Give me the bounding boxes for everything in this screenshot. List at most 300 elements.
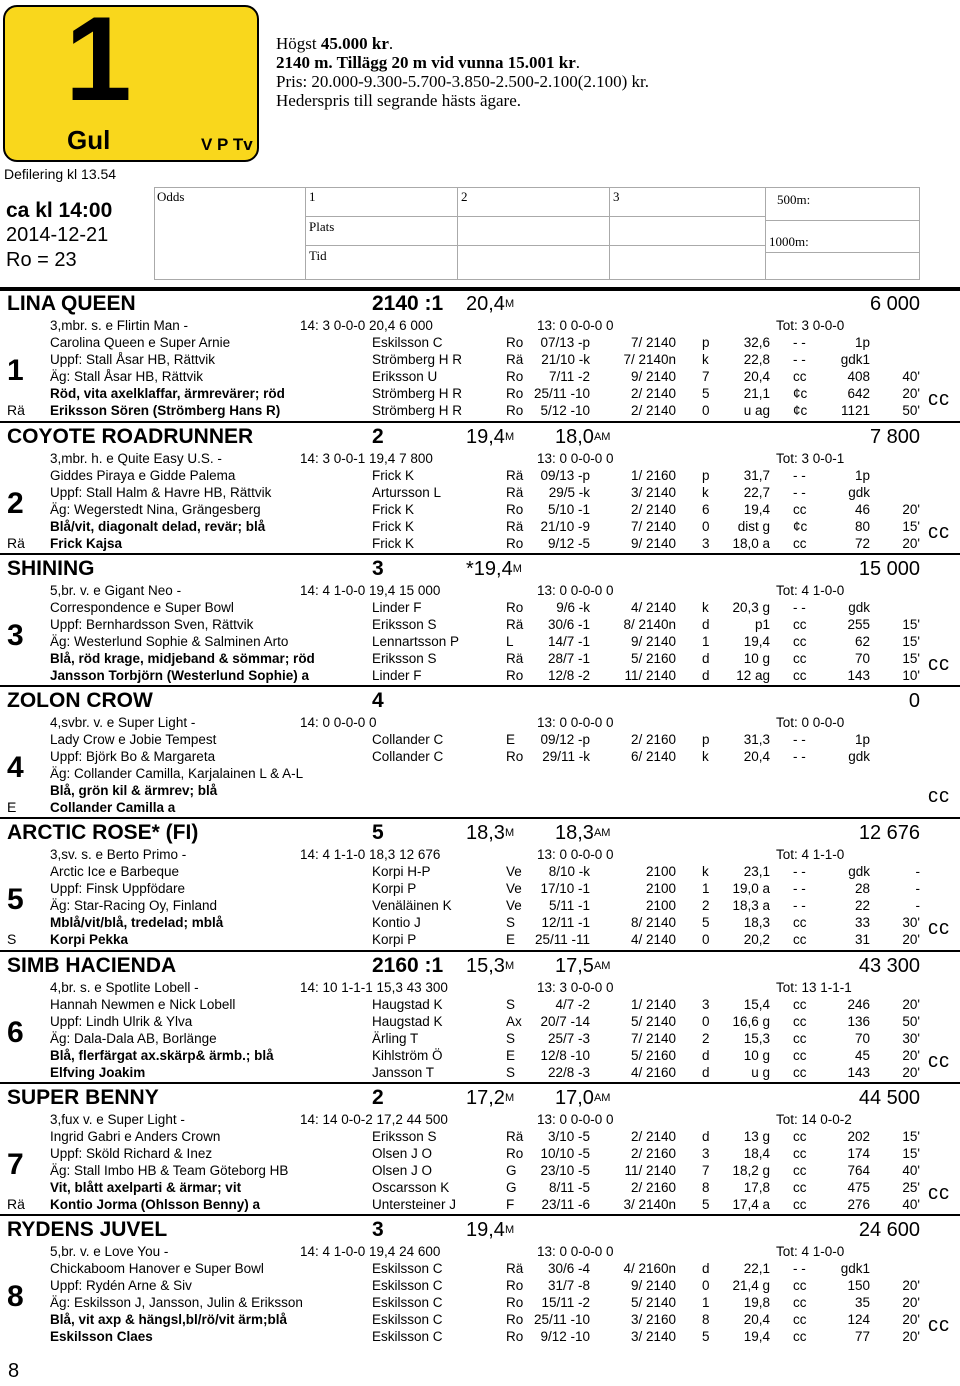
row-cell: E [506,1048,516,1063]
horse-row [0,1243,960,1260]
row-cell: Rä [506,519,524,534]
row-cell: 5/11 -1 [548,898,590,913]
row-cell: 20' [902,1312,920,1327]
row-cell: 2/ 2160 [630,732,676,747]
horse-row [0,782,960,799]
row-cell: Ro [506,668,524,683]
row-cell: 5 [702,915,710,930]
row-cell: 143 [847,668,870,683]
row-cell: gdk [848,864,870,879]
horse-row [0,450,960,467]
row-cell: Eriksson S [372,1129,437,1144]
row-cell: 19,0 a [732,881,770,896]
row-cell: 1p [854,335,870,350]
row-cell: 7/ 2140 [630,335,676,350]
row-cell: 8/11 -5 [548,1180,590,1195]
horse-row [0,846,960,863]
row-cell: 15' [902,617,920,632]
horse-row [0,1294,960,1311]
row-cell: 3,sv. s. e Berto Primo - [50,847,187,862]
row-cell: Collander C [372,749,444,764]
horse-row [0,535,960,552]
row-cell: Rä [506,1261,524,1276]
row-cell: 70 [854,651,870,666]
row-cell: 18,3 a [732,898,770,913]
row-cell: cc [793,1278,807,1293]
row-cell: cc [793,502,807,517]
horse-record: $*19,4^M$ [466,558,522,580]
row-cell: Lennartsson P [372,634,460,649]
horse-row [0,1311,960,1328]
track-condition: Ro = 23 [6,249,77,271]
row-cell: 3 [702,536,710,551]
horse-record: $20,4^M$ [466,293,515,315]
race-games: V P Tv [201,135,253,154]
row-cell: Äg: Stall Åsar HB, Rättvik [50,369,204,384]
row-cell: 14: 10 1-1-1 15,3 43 300 [300,980,448,995]
row-cell: Rä [506,617,524,632]
row-cell: Blå, flerfärgat ax.skärp& ärmb.; blå [50,1048,274,1063]
horse-record: $18,3^M$ [466,822,515,844]
horse-row [0,334,960,351]
row-cell: Eskilsson C [372,1261,443,1276]
horse-record: $15,3^M$ [466,955,515,977]
row-cell: Äg: Westerlund Sophie & Salminen Arto [50,634,289,649]
row-cell: Lady Crow e Jobie Tempest [50,732,217,747]
row-cell: 14: 3 0-0-1 19,4 7 800 [300,451,433,466]
row-cell: 20' [902,1295,920,1310]
start-number: 3 [7,619,24,652]
row-cell: 14: 3 0-0-0 20,4 6 000 [300,318,433,333]
row-cell: Ve [506,864,522,879]
row-cell: 15' [902,651,920,666]
row-cell: 23/11 -6 [541,1197,590,1212]
prize-line: Hederspris till segrande hästs ägare. [276,91,521,110]
row-cell: 5 [702,1197,710,1212]
row-cell: Jansson Torbjörn (Westerlund Sophie) a [50,668,310,683]
row-cell: p [702,468,710,483]
row-cell: 22 [854,898,870,913]
row-cell: 10 g [743,1048,770,1063]
row-cell: 21,4 g [732,1278,770,1293]
row-cell: Eskilsson C [372,1329,443,1344]
row-cell: Oscarsson K [372,1180,450,1195]
prize-line: Högst 45.000 kr. [276,34,394,53]
horse-row [0,1328,960,1345]
start-info [6,198,112,273]
horse-separator [0,817,960,819]
horse-earnings: 6 000 [869,293,920,315]
row-cell: cc [793,1031,807,1046]
row-cell: - - [793,881,806,896]
row-cell: Ro [506,600,524,615]
row-cell: 13: 0 0-0-0 0 [537,847,614,862]
row-cell: 11/ 2140 [624,1163,676,1178]
row-cell: Blå/vit, diagonalt delad, revär; blå [50,519,266,534]
row-cell: Olsen J O [372,1146,433,1161]
row-cell: 50' [902,403,920,418]
notes-grid [154,187,920,280]
row-cell: 13: 0 0-0-0 0 [537,451,614,466]
row-cell: 13: 0 0-0-0 0 [537,583,614,598]
row-cell: 33 [854,915,870,930]
row-cell: 7/11 -2 [548,369,590,384]
horse-row [0,599,960,616]
row-cell: 3,fux v. e Super Light - [50,1112,185,1127]
row-cell: Ro [506,1146,524,1161]
row-cell: 20' [902,1278,920,1293]
shoe-icon: cc [928,1050,950,1072]
grid-col-2: 2 [461,189,468,204]
row-cell: 4/ 2160 [630,1065,676,1080]
start-number: 8 [7,1280,24,1313]
horse-name: COYOTE ROADRUNNER [7,425,254,448]
row-cell: Uppf: Stall Åsar HB, Rättvik [50,352,216,367]
row-cell: 276 [847,1197,870,1212]
row-cell: Blå, vit axp & hängsl,bl/rö/vit ärm;blå [50,1312,288,1327]
row-cell: 246 [847,997,870,1012]
row-cell: Venäläinen K [372,898,452,913]
row-cell: d [702,1065,710,1080]
row-cell: 0 [702,1014,710,1029]
row-cell: 13: 0 0-0-0 0 [537,318,614,333]
row-cell: gdk1 [840,1261,870,1276]
row-cell: L [506,634,514,649]
horse-row [0,1162,960,1179]
shoe-icon: cc [928,388,950,410]
row-cell: Frick K [372,519,414,534]
row-cell: 28 [854,881,870,896]
row-cell: Haugstad K [372,997,443,1012]
row-cell: 8 [702,1312,710,1327]
row-cell: Strömberg H R [372,386,463,401]
row-cell: 3/ 2140 [630,1329,676,1344]
page-number: 8 [8,1360,20,1382]
row-cell: - [915,864,920,879]
row-cell: 18,4 [743,1146,770,1161]
horse-row [0,1260,960,1277]
row-cell: cc [793,536,807,551]
row-cell: 17/10 -1 [540,881,590,896]
row-cell: 124 [847,1312,870,1327]
row-cell: Kontio Jorma (Ohlsson Benny) a [50,1197,261,1212]
row-cell: cc [793,617,807,632]
horse-name: SHINING [7,557,95,580]
row-cell: 80 [854,519,870,534]
row-cell: cc [793,1014,807,1029]
row-cell: 1p [854,468,870,483]
row-cell: Rä [506,468,524,483]
row-cell: 475 [847,1180,870,1195]
horse-row [0,731,960,748]
row-cell: 19,4 [743,1329,770,1344]
row-cell: 62 [854,634,870,649]
row-cell: - - [793,485,806,500]
row-cell: d [702,1129,710,1144]
row-cell: 5,br. v. e Love You - [50,1244,169,1259]
row-cell: 12/8 -10 [540,1048,590,1063]
row-cell: d [702,668,710,683]
row-cell: Ax [506,1014,522,1029]
row-cell: 40' [902,1197,920,1212]
row-cell: Uppf: Björk Bo & Margareta [50,749,216,764]
row-cell: Tot: 3 0-0-1 [776,451,845,466]
grid-500m: 500m: [777,192,811,207]
row-cell: cc [793,1295,807,1310]
row-cell: Eriksson Sören (Strömberg Hans R) [50,403,281,418]
horse-name: SIMB HACIENDA [7,954,177,977]
row-cell: Artursson L [372,485,442,500]
horse-row [0,1196,960,1213]
row-cell: Rä [506,1129,524,1144]
row-cell: 1/ 2140 [630,997,676,1012]
row-cell: 22,7 [743,485,770,500]
race-badge [3,0,259,162]
row-cell: 4,svbr. v. e Super Light - [50,715,196,730]
row-cell: gdk1 [840,352,870,367]
row-cell: Eskilsson C [372,1295,443,1310]
horse-row [0,501,960,518]
row-cell: 13: 0 0-0-0 0 [537,1244,614,1259]
row-cell: Ro [506,1278,524,1293]
horse-row [0,385,960,402]
row-cell: 3/10 -5 [547,1129,590,1144]
row-cell: G [506,1180,517,1195]
row-cell: Collander Camilla a [50,800,176,815]
row-cell: 174 [847,1146,870,1161]
row-cell: 1/ 2160 [630,468,676,483]
row-cell: 7/ 2140 [630,519,676,534]
row-cell: cc [793,1048,807,1063]
row-cell: Eriksson S [372,617,437,632]
row-cell: gdk [848,749,870,764]
horse-record-auto: $17,0^{AM}$ [555,1087,611,1109]
row-cell: Frick K [372,502,414,517]
row-cell: u g [751,1065,770,1080]
horse-row [0,518,960,535]
row-cell: 0 [702,1278,710,1293]
shoe-icon: cc [928,1314,950,1336]
horse-row [0,1179,960,1196]
row-cell: 23/10 -5 [540,1163,590,1178]
row-cell: - [915,881,920,896]
row-cell: 13: 0 0-0-0 0 [537,1112,614,1127]
row-cell: 8/ 2140 [630,915,676,930]
row-cell: 20,3 g [732,600,770,615]
row-cell: Korpi H-P [372,864,431,879]
row-cell: 18,3 [743,915,770,930]
row-cell: 25/7 -3 [547,1031,590,1046]
row-cell: Uppf: Lindh Ulrik & Ylva [50,1014,193,1029]
row-cell: - - [793,335,806,350]
horse-distance: 4 [372,689,384,712]
horse-distance: 2160 :1 [372,954,444,977]
row-cell: Äg: Collander Camilla, Karjalainen L & A-L [50,766,304,781]
row-cell: Kihlström Ö [372,1048,443,1063]
row-cell: Strömberg H R [372,352,463,367]
horse-row [0,1145,960,1162]
row-cell: 1121 [840,403,870,418]
row-cell: 9/ 2140 [630,634,676,649]
row-cell: 7/ 2140 [630,1031,676,1046]
row-cell: Haugstad K [372,1014,443,1029]
home-track: E [7,799,17,815]
row-cell: 5 [702,1329,710,1344]
row-cell: cc [793,915,807,930]
horse-name: RYDENS JUVEL [7,1218,168,1241]
row-cell: Uppf: Stall Halm & Havre HB, Rättvik [50,485,272,500]
row-cell: 20' [902,536,920,551]
row-cell: 45 [854,1048,870,1063]
row-cell: 13 g [743,1129,770,1144]
row-cell: Hannah Newmen e Nick Lobell [50,997,236,1012]
horse-name: ZOLON CROW [7,689,153,712]
horse-separator [0,685,960,687]
row-cell: Vit, blått axelparti & ärmar; vit [50,1180,242,1195]
row-cell: d [702,1261,710,1276]
row-cell: Untersteiner J [372,1197,457,1212]
row-cell: Korpi Pekka [50,932,129,947]
row-cell: Ro [506,369,524,384]
row-cell: Kontio J [372,915,421,930]
row-cell: 30/6 -4 [547,1261,590,1276]
row-cell: 2100 [645,864,676,879]
row-cell: 10' [902,668,920,683]
row-cell: 143 [847,1065,870,1080]
horse-row [0,467,960,484]
row-cell: cc [793,997,807,1012]
horse-separator [0,1214,960,1216]
prize-info [276,34,649,110]
horse-row [0,1277,960,1294]
row-cell: 1 [702,634,710,649]
horse-earnings: 24 600 [858,1219,920,1241]
row-cell: 408 [847,369,870,384]
horse-row [0,582,960,599]
horse-separator [0,553,960,555]
row-cell: 15,3 [743,1031,770,1046]
row-cell: Collander C [372,732,444,747]
row-cell: d [702,651,710,666]
row-cell: Olsen J O [372,1163,433,1178]
row-cell: k [702,864,709,879]
row-cell: p [702,732,710,747]
row-cell: 31/7 -8 [547,1278,590,1293]
horse-row [0,914,960,931]
horse-row [0,650,960,667]
row-cell: 202 [847,1129,870,1144]
row-cell: S [506,1065,516,1080]
row-cell: Frick K [372,536,414,551]
row-cell: Tot: 4 1-0-0 [776,1244,845,1259]
row-cell: Arctic Ice e Barbeque [50,864,180,879]
row-cell: 2 [702,1031,710,1046]
row-cell: 4/7 -2 [555,997,590,1012]
row-cell: 25/11 -10 [533,386,590,401]
row-cell: 20,4 [743,749,770,764]
prize-line: 2140 m. Tillägg 20 m vid vunna 15.001 kr. [276,53,581,72]
row-cell: 15' [902,634,920,649]
row-cell: 5/ 2140 [630,1014,676,1029]
race-date: 2014-12-21 [6,224,109,246]
row-cell: 15' [902,519,920,534]
row-cell: 70 [854,1031,870,1046]
row-cell: Ro [506,536,524,551]
row-cell: 40' [902,1163,920,1178]
horse-distance: 2 [372,425,384,448]
row-cell: 3/ 2140n [623,1197,676,1212]
shoe-icon: cc [928,917,950,939]
horse-distance: 2140 :1 [372,292,444,315]
row-cell: cc [793,1312,807,1327]
horse-distance: 2 [372,1086,384,1109]
row-cell: 16,6 g [732,1014,770,1029]
row-cell: 19,8 [743,1295,770,1310]
row-cell: Frick K [372,468,414,483]
row-cell: Blå, röd krage, midjeband & sömmar; röd [50,651,315,666]
row-cell: 14: 14 0-0-2 17,2 44 500 [300,1112,448,1127]
row-cell: 46 [854,502,870,517]
row-cell: Giddes Piraya e Gidde Palema [50,468,236,483]
row-cell: Äg: Stall Imbo HB & Team Göteborg HB [50,1163,289,1178]
row-cell: 6 [702,502,710,517]
horse-row [0,616,960,633]
row-cell: Uppf: Finsk Uppfödare [50,881,186,896]
row-cell: 32,6 [743,335,770,350]
row-cell: 19,4 [743,502,770,517]
row-cell: - - [793,732,806,747]
row-cell: dist g [737,519,770,534]
row-cell: G [506,1163,517,1178]
horse-record-auto: $18,0^{AM}$ [555,426,611,448]
row-cell: Korpi P [372,881,417,896]
row-cell: 14/7 -1 [547,634,590,649]
row-cell: 29/11 -k [542,749,590,764]
row-cell: cc [793,932,807,947]
start-number: 4 [7,751,24,784]
shoe-icon: cc [928,653,950,675]
row-cell: 12 ag [736,668,770,683]
horse-row [0,633,960,650]
row-cell: k [702,485,709,500]
start-time: ca kl 14:00 [6,199,113,222]
row-cell: k [702,352,709,367]
horse-row [0,897,960,914]
race-number: 1 [65,0,132,126]
row-cell: 2100 [645,881,676,896]
row-cell: 3 [702,1146,710,1161]
row-cell: 4/ 2140 [630,932,676,947]
horse-row [0,996,960,1013]
row-cell: E [506,932,516,947]
row-cell: ¢c [793,386,808,401]
row-cell: 136 [847,1014,870,1029]
row-cell: 9/6 -k [556,600,590,615]
row-cell: 14: 4 1-1-0 18,3 12 676 [300,847,441,862]
row-cell: 14: 4 1-0-0 19,4 15 000 [300,583,441,598]
row-cell: - - [793,1261,806,1276]
horse-record: $19,4^M$ [466,1219,515,1241]
row-cell: 1 [702,1295,710,1310]
row-cell: 7 [702,1163,710,1178]
row-cell: 5,br. v. e Gigant Neo - [50,583,182,598]
row-cell: 14: 4 1-0-0 19,4 24 600 [300,1244,441,1259]
row-cell: 11/ 2140 [624,668,676,683]
row-cell: Äg: Wegerstedt Nina, Grängesberg [50,502,261,517]
row-cell: 4/ 2160n [623,1261,676,1276]
row-cell: k [702,600,709,615]
row-cell: 20' [902,502,920,517]
